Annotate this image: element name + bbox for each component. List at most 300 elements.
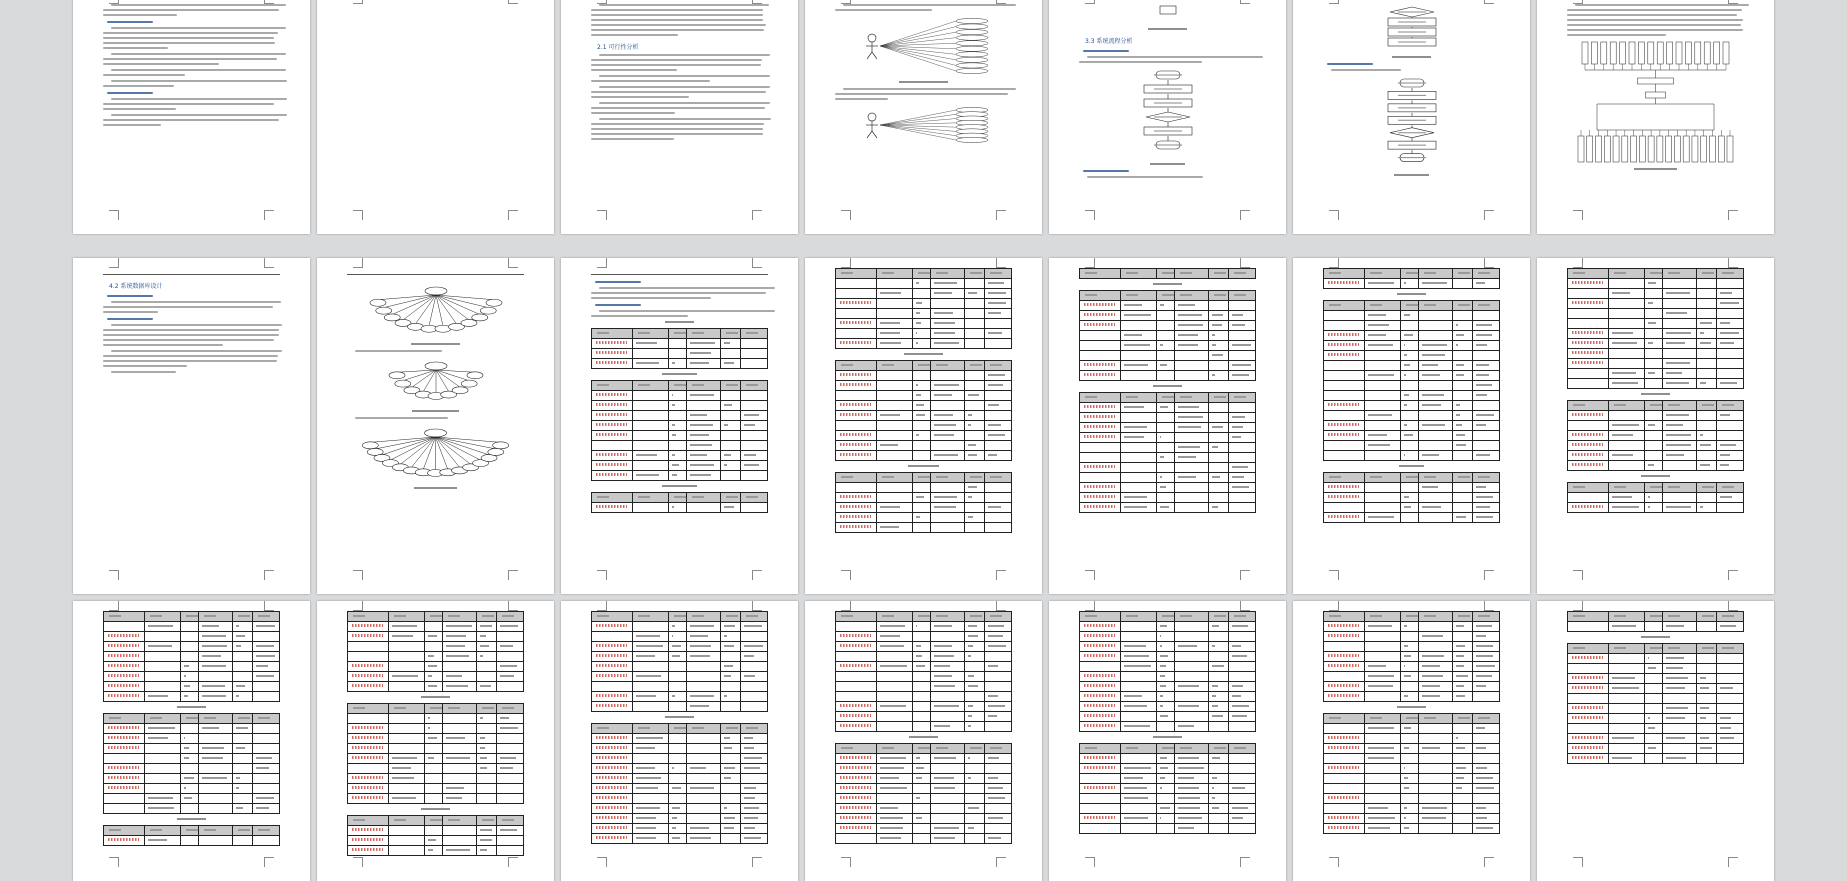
crop-mark	[752, 258, 762, 268]
header-rule	[347, 274, 524, 275]
table-cell	[1472, 421, 1499, 431]
table-cell	[1156, 632, 1174, 642]
table-header-row	[1080, 393, 1256, 403]
table-cell	[198, 662, 232, 672]
table-cell	[1324, 311, 1365, 321]
table-row	[836, 794, 1012, 804]
table-row	[1080, 331, 1256, 341]
table-cell	[144, 826, 180, 836]
table-cell	[930, 692, 964, 702]
table-cell	[198, 804, 232, 814]
table-cell	[1472, 784, 1499, 794]
table-cell	[1364, 724, 1400, 734]
table-cell	[144, 754, 180, 764]
table-cell	[836, 411, 877, 421]
table-row	[1324, 431, 1500, 441]
table-cell	[1716, 714, 1743, 724]
table-cell	[984, 493, 1011, 503]
table-cell	[1324, 744, 1365, 754]
table-cell	[1364, 411, 1400, 421]
table-cell	[1716, 349, 1743, 359]
table-cell	[1452, 483, 1472, 493]
table-cell	[252, 682, 279, 692]
table-row	[592, 794, 768, 804]
table-cell	[1324, 401, 1365, 411]
table-cell	[720, 814, 740, 824]
page-content	[591, 268, 768, 568]
table-cell	[104, 784, 145, 794]
table-cell	[252, 826, 279, 836]
table-cell	[198, 652, 232, 662]
table-cell	[232, 836, 252, 846]
table-cell	[836, 431, 877, 441]
table-row	[1080, 341, 1256, 351]
page-content	[1323, 268, 1500, 568]
table-row	[1080, 622, 1256, 632]
table-cell	[1662, 644, 1696, 654]
table-cell	[912, 612, 930, 622]
table-cell	[720, 834, 740, 844]
table-cell	[984, 483, 1011, 493]
table-cell	[912, 784, 930, 794]
table-cell	[1324, 371, 1365, 381]
data-table	[591, 380, 768, 481]
table-cell	[348, 764, 389, 774]
table-cell	[668, 784, 686, 794]
crop-mark	[1085, 258, 1095, 268]
document-page[interactable]	[1049, 258, 1286, 594]
table-cell	[1156, 612, 1174, 622]
table-cell	[740, 724, 767, 734]
table-row	[348, 764, 524, 774]
table-cell	[232, 642, 252, 652]
table-cell	[1080, 672, 1121, 682]
table-cell	[252, 652, 279, 662]
table-cell	[912, 804, 930, 814]
table-cell	[442, 612, 476, 622]
document-page[interactable]	[1293, 258, 1530, 594]
table-row	[836, 421, 1012, 431]
table-cell	[740, 754, 767, 764]
table-cell	[740, 794, 767, 804]
table-cell	[876, 814, 912, 824]
table-cell	[1608, 441, 1644, 451]
table-cell	[1208, 311, 1228, 321]
table-cell	[1324, 361, 1365, 371]
table-cell	[1156, 682, 1174, 692]
table-cell	[232, 714, 252, 724]
table-cell	[592, 461, 633, 471]
table-cell	[1364, 744, 1400, 754]
table-cell	[912, 339, 930, 349]
table-cell	[592, 652, 633, 662]
table-cell	[1568, 674, 1609, 684]
table-row	[1568, 279, 1744, 289]
table-row	[1324, 824, 1500, 834]
table-cell	[1324, 682, 1365, 692]
table-row	[1568, 329, 1744, 339]
table-cell	[720, 503, 740, 513]
table-row	[1080, 301, 1256, 311]
table-cell	[1418, 279, 1452, 289]
document-page[interactable]	[317, 0, 554, 234]
table-header-row	[592, 724, 768, 734]
table-cell	[1364, 774, 1400, 784]
table-row	[1324, 483, 1500, 493]
data-table	[835, 472, 1012, 533]
table-cell	[1208, 672, 1228, 682]
table-cell	[252, 632, 279, 642]
figure-caption	[904, 353, 943, 355]
table-cell	[1452, 774, 1472, 784]
table-cell	[1400, 662, 1418, 672]
table-row	[1324, 794, 1500, 804]
table-cell	[198, 784, 232, 794]
figure-caption	[1150, 163, 1185, 165]
document-page[interactable]	[1293, 0, 1530, 234]
table-cell	[1364, 483, 1400, 493]
data-table	[1079, 743, 1256, 834]
table-cell	[720, 632, 740, 642]
table-row	[1324, 642, 1500, 652]
table-cell	[232, 764, 252, 774]
table-row	[1324, 662, 1500, 672]
table-cell	[632, 724, 668, 734]
paragraph	[1079, 56, 1256, 63]
table-cell	[1174, 824, 1208, 834]
document-page[interactable]	[561, 258, 798, 594]
crop-mark	[841, 570, 851, 580]
table-row	[348, 794, 524, 804]
table-cell	[1452, 301, 1472, 311]
table-cell	[1644, 289, 1662, 299]
document-page[interactable]	[805, 601, 1042, 881]
table-cell	[964, 814, 984, 824]
table-row	[1324, 411, 1500, 421]
table-cell	[1662, 704, 1696, 714]
table-cell	[1452, 351, 1472, 361]
page-content	[1079, 4, 1256, 208]
table-cell	[984, 431, 1011, 441]
table-cell	[964, 712, 984, 722]
table-cell	[1662, 359, 1696, 369]
table-row	[836, 371, 1012, 381]
table-cell	[1608, 379, 1644, 389]
table-cell	[1364, 652, 1400, 662]
table-cell	[1208, 463, 1228, 473]
table-cell	[632, 622, 668, 632]
crop-mark	[1728, 601, 1738, 611]
table-cell	[1228, 702, 1255, 712]
paragraph	[103, 350, 280, 367]
table-cell	[964, 744, 984, 754]
table-cell	[1228, 642, 1255, 652]
table-cell	[1696, 339, 1716, 349]
table-cell	[686, 381, 720, 391]
table-cell	[984, 804, 1011, 814]
table-cell	[1080, 702, 1121, 712]
table-cell	[668, 503, 686, 513]
table-cell	[964, 642, 984, 652]
table-row	[592, 441, 768, 451]
table-cell	[1418, 824, 1452, 834]
table-header-row	[836, 269, 1012, 279]
table-cell	[740, 702, 767, 712]
table-row	[1080, 473, 1256, 483]
table-cell	[1662, 431, 1696, 441]
table-cell	[1400, 814, 1418, 824]
table-cell	[1472, 351, 1499, 361]
table-cell	[1716, 684, 1743, 694]
table-cell	[1452, 421, 1472, 431]
table-cell	[930, 473, 964, 483]
table-cell	[1120, 692, 1156, 702]
table-row	[1568, 684, 1744, 694]
document-page[interactable]	[1049, 0, 1286, 234]
table-cell	[720, 493, 740, 503]
table-cell	[930, 411, 964, 421]
table-cell	[720, 682, 740, 692]
table-row	[592, 834, 768, 844]
table-header-row	[1568, 401, 1744, 411]
table-cell	[1696, 493, 1716, 503]
table-row	[592, 622, 768, 632]
table-cell	[198, 672, 232, 682]
paragraph	[591, 75, 768, 82]
table-row	[592, 662, 768, 672]
document-page[interactable]	[1293, 601, 1530, 881]
table-cell	[1662, 369, 1696, 379]
table-cell	[1418, 714, 1452, 724]
table-cell	[876, 329, 912, 339]
table-cell	[1324, 672, 1365, 682]
table-cell	[198, 692, 232, 702]
document-page[interactable]	[73, 258, 310, 594]
table-cell	[686, 391, 720, 401]
table-cell	[984, 361, 1011, 371]
table-cell	[1644, 349, 1662, 359]
table-cell	[1472, 503, 1499, 513]
table-cell	[252, 642, 279, 652]
table-cell	[104, 804, 145, 814]
table-row	[836, 299, 1012, 309]
table-cell	[1418, 391, 1452, 401]
table-row	[1080, 784, 1256, 794]
table-cell	[720, 451, 740, 461]
table-cell	[686, 339, 720, 349]
table-cell	[1208, 341, 1228, 351]
table-row	[836, 279, 1012, 289]
table-cell	[1452, 411, 1472, 421]
document-page[interactable]	[1537, 0, 1774, 234]
document-page[interactable]	[1537, 258, 1774, 594]
table-cell	[668, 471, 686, 481]
table-cell	[1452, 652, 1472, 662]
table-cell	[836, 794, 877, 804]
table-cell	[720, 804, 740, 814]
table-row	[836, 764, 1012, 774]
table-cell	[720, 764, 740, 774]
table-cell	[232, 734, 252, 744]
table-cell	[984, 774, 1011, 784]
table-row	[836, 672, 1012, 682]
table-cell	[632, 411, 668, 421]
table-cell	[1644, 279, 1662, 289]
table-cell	[592, 824, 633, 834]
figure-caption	[1641, 393, 1669, 395]
table-cell	[198, 632, 232, 642]
table-cell	[1452, 503, 1472, 513]
table-cell	[1400, 441, 1418, 451]
figure-caption	[421, 808, 449, 810]
table-cell	[1228, 764, 1255, 774]
table-cell	[144, 612, 180, 622]
document-page[interactable]	[317, 601, 554, 881]
table-row	[1568, 369, 1744, 379]
table-header-row	[1324, 473, 1500, 483]
document-page[interactable]	[73, 0, 310, 234]
table-row	[1080, 774, 1256, 784]
table-cell	[1156, 702, 1174, 712]
table-cell	[964, 371, 984, 381]
table-cell	[1324, 503, 1365, 513]
document-page[interactable]	[1537, 601, 1774, 881]
table-cell	[720, 784, 740, 794]
table-cell	[348, 632, 389, 642]
table-cell	[1452, 269, 1472, 279]
table-row	[104, 642, 280, 652]
crop-mark	[508, 570, 518, 580]
table-cell	[984, 411, 1011, 421]
paragraph	[103, 80, 280, 87]
table-cell	[740, 329, 767, 339]
table-cell	[632, 814, 668, 824]
table-cell	[876, 269, 912, 279]
document-page[interactable]	[1049, 601, 1286, 881]
table-cell	[1208, 433, 1228, 443]
table-cell	[104, 692, 145, 702]
table-cell	[144, 724, 180, 734]
table-header-row	[1324, 612, 1500, 622]
table-cell	[1472, 814, 1499, 824]
table-cell	[1418, 441, 1452, 451]
table-row	[104, 754, 280, 764]
table-cell	[1174, 503, 1208, 513]
table-cell	[1080, 764, 1121, 774]
table-cell	[1472, 632, 1499, 642]
table-cell	[1364, 493, 1400, 503]
table-cell	[668, 359, 686, 369]
table-row	[1080, 371, 1256, 381]
table-cell	[984, 682, 1011, 692]
table-cell	[348, 754, 389, 764]
table-cell	[720, 794, 740, 804]
table-cell	[686, 421, 720, 431]
table-cell	[592, 411, 633, 421]
table-cell	[1364, 401, 1400, 411]
table-cell	[1418, 774, 1452, 784]
table-cell	[252, 662, 279, 672]
table-cell	[496, 846, 523, 856]
table-cell	[1568, 359, 1609, 369]
table-cell	[1400, 513, 1418, 523]
table-cell	[198, 642, 232, 652]
table-cell	[1418, 642, 1452, 652]
table-cell	[1716, 309, 1743, 319]
table-row	[1080, 672, 1256, 682]
table-cell	[1208, 321, 1228, 331]
table-cell	[686, 642, 720, 652]
table-cell	[1418, 321, 1452, 331]
table-cell	[1568, 714, 1609, 724]
table-cell	[1080, 473, 1121, 483]
table-cell	[912, 493, 930, 503]
table-cell	[1208, 622, 1228, 632]
table-row	[836, 503, 1012, 513]
table-cell	[1228, 361, 1255, 371]
table-cell	[740, 682, 767, 692]
table-cell	[964, 493, 984, 503]
table-row	[1568, 664, 1744, 674]
table-cell	[1662, 451, 1696, 461]
table-cell	[1324, 513, 1365, 523]
table-cell	[180, 836, 198, 846]
data-table	[347, 815, 524, 856]
document-page[interactable]	[805, 0, 1042, 234]
table-cell	[1452, 734, 1472, 744]
table-cell	[1418, 381, 1452, 391]
table-cell	[1120, 652, 1156, 662]
table-cell	[442, 724, 476, 734]
table-cell	[1156, 804, 1174, 814]
table-cell	[104, 836, 145, 846]
table-cell	[1208, 764, 1228, 774]
table-cell	[1400, 774, 1418, 784]
table-cell	[424, 794, 442, 804]
table-cell	[984, 702, 1011, 712]
table-cell	[1080, 321, 1121, 331]
table-cell	[720, 391, 740, 401]
table-cell	[1644, 612, 1662, 622]
table-cell	[1120, 804, 1156, 814]
table-cell	[496, 632, 523, 642]
document-page[interactable]	[805, 258, 1042, 594]
document-page[interactable]	[73, 601, 310, 881]
table-cell	[1208, 682, 1228, 692]
table-cell	[1716, 289, 1743, 299]
table-cell	[720, 339, 740, 349]
page-content	[591, 611, 768, 855]
table-row	[348, 714, 524, 724]
table-cell	[930, 371, 964, 381]
table-cell	[930, 764, 964, 774]
table-cell	[1364, 473, 1400, 483]
document-page[interactable]	[317, 258, 554, 594]
document-page[interactable]	[561, 601, 798, 881]
table-cell	[836, 401, 877, 411]
table-cell	[740, 493, 767, 503]
table-cell	[1716, 339, 1743, 349]
table-cell	[964, 513, 984, 523]
table-header-row	[836, 744, 1012, 754]
table-cell	[1228, 692, 1255, 702]
table-cell	[1644, 451, 1662, 461]
table-row	[1324, 724, 1500, 734]
table-cell	[1174, 804, 1208, 814]
document-page[interactable]	[561, 0, 798, 234]
data-table	[1323, 713, 1500, 834]
crop-mark	[353, 570, 363, 580]
